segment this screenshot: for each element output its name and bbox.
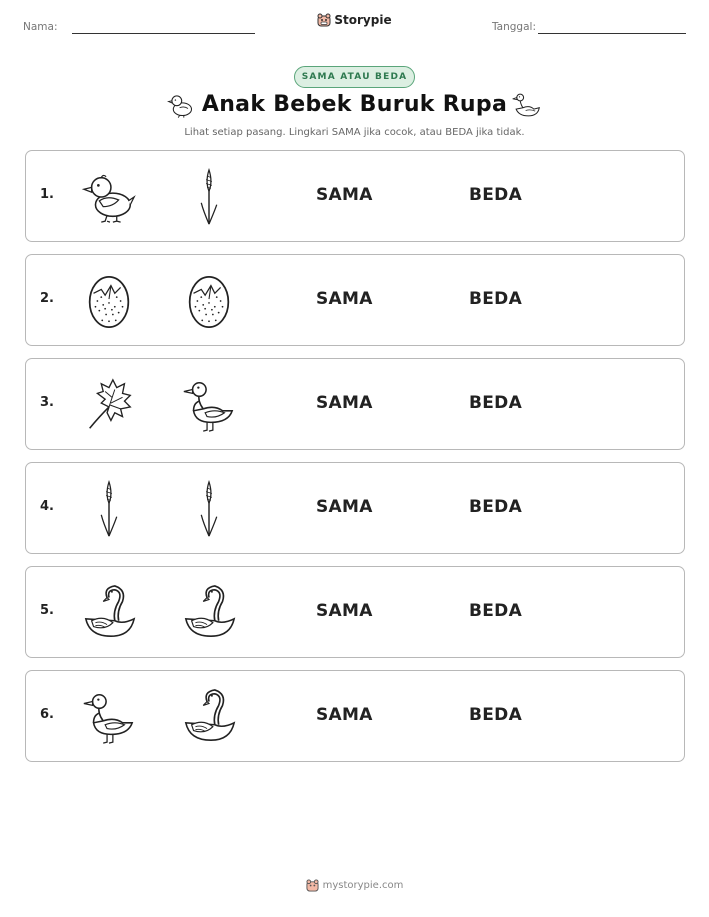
question-row-3 bbox=[25, 358, 685, 450]
instructions: Lihat setiap pasang. Lingkari SAMA jika cocok, atau BEDA jika tidak. bbox=[184, 127, 525, 138]
swan-icon bbox=[180, 687, 238, 747]
egg-icon bbox=[80, 271, 138, 331]
question-number: 5. bbox=[40, 603, 54, 618]
storypie-logo-icon bbox=[306, 879, 319, 892]
option-sama[interactable]: SAMA bbox=[316, 289, 373, 309]
duckling-icon bbox=[80, 167, 138, 227]
question-number: 4. bbox=[40, 499, 54, 514]
option-beda[interactable]: BEDA bbox=[469, 601, 523, 621]
storypie-logo-icon bbox=[317, 13, 331, 27]
question-number: 6. bbox=[40, 707, 54, 722]
question-row-6 bbox=[25, 670, 685, 762]
leaf-icon bbox=[80, 375, 138, 435]
reed-icon bbox=[80, 479, 138, 539]
option-beda[interactable]: BEDA bbox=[469, 393, 523, 413]
duck-icon bbox=[80, 687, 138, 747]
duck-icon bbox=[180, 375, 238, 435]
activity-badge: SAMA ATAU BEDA bbox=[294, 66, 415, 88]
reed-icon bbox=[180, 167, 238, 227]
brand bbox=[0, 13, 709, 30]
name-label: Nama: bbox=[23, 21, 58, 33]
option-beda[interactable]: BEDA bbox=[469, 185, 523, 205]
question-row-4 bbox=[25, 462, 685, 554]
date-line[interactable] bbox=[538, 33, 686, 34]
reed-icon bbox=[180, 479, 238, 539]
name-line[interactable] bbox=[72, 33, 255, 34]
option-sama[interactable]: SAMA bbox=[316, 393, 373, 413]
option-sama[interactable]: SAMA bbox=[316, 601, 373, 621]
question-number: 2. bbox=[40, 291, 54, 306]
swan-icon bbox=[80, 583, 138, 643]
brand-name: Storypie bbox=[334, 13, 392, 27]
option-beda[interactable]: BEDA bbox=[469, 705, 523, 725]
egg-icon bbox=[180, 271, 238, 331]
option-beda[interactable]: BEDA bbox=[469, 497, 523, 517]
date-label: Tanggal: bbox=[492, 21, 536, 33]
footer bbox=[0, 879, 709, 895]
option-sama[interactable]: SAMA bbox=[316, 185, 373, 205]
question-number: 3. bbox=[40, 395, 54, 410]
page-title: Anak Bebek Buruk Rupa bbox=[201, 92, 508, 117]
question-number: 1. bbox=[40, 187, 54, 202]
duck-right-icon bbox=[512, 91, 542, 123]
question-row-1 bbox=[25, 150, 685, 242]
footer-url[interactable]: mystorypie.com bbox=[322, 880, 404, 891]
option-sama[interactable]: SAMA bbox=[316, 705, 373, 725]
option-beda[interactable]: BEDA bbox=[469, 289, 523, 309]
question-row-2 bbox=[25, 254, 685, 346]
question-row-5 bbox=[25, 566, 685, 658]
option-sama[interactable]: SAMA bbox=[316, 497, 373, 517]
swan-icon bbox=[180, 583, 238, 643]
